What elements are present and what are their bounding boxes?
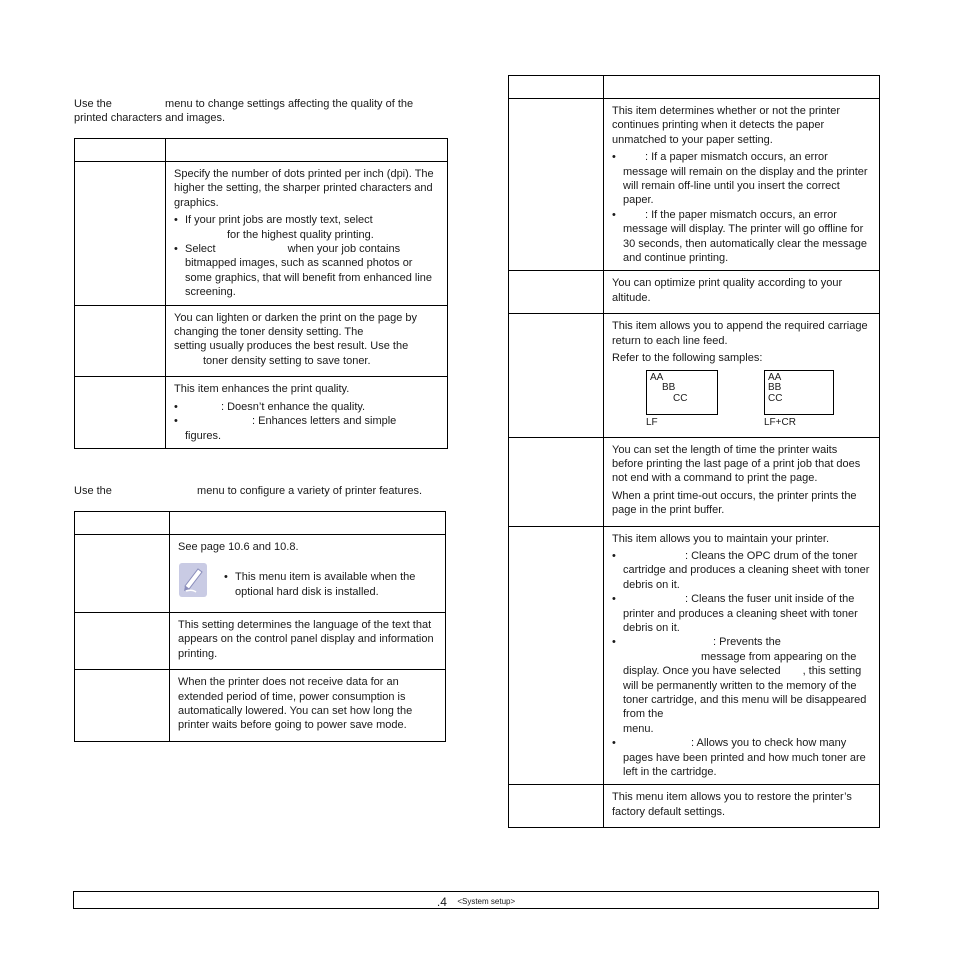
option-cell [75, 535, 170, 613]
header-description-cell [170, 512, 446, 535]
note-pencil-icon [178, 562, 210, 598]
list-item: • : Cleans the OPC drum of the toner cartridge and produces a cleaning sheet with toner debris on it. [612, 549, 871, 592]
option-cell [75, 670, 170, 742]
description-cell [166, 162, 448, 306]
list-item: • : If a paper mismatch occurs, an error message will remain on the display and the printer will remain off-line until you insert the correct paper. [612, 150, 871, 208]
option-cell [509, 271, 604, 314]
description-cell [166, 305, 448, 377]
auto-cr-text: This item allows you to append the required carriage return to each line feed. [612, 320, 868, 347]
option-cell [75, 377, 166, 449]
clear-setting-text: This menu item allows you to restore the printer’s factory default settings. [612, 791, 852, 818]
resolution-text: Specify the number of dots printed per inch (dpi). The higher the setting, the sharper printed characters and graphics. [174, 168, 434, 209]
table-row [509, 271, 880, 314]
table-row [509, 526, 880, 785]
option-cell [509, 437, 604, 526]
setup-menu-table [74, 511, 446, 742]
table-row [75, 305, 448, 377]
table-header-row [509, 76, 880, 99]
lf-sample-label: LF [646, 416, 658, 428]
option-cell [509, 99, 604, 271]
note-box [178, 562, 437, 599]
list-item: • : Allows you to check how many pages have been printed and how much toner are left in the cartridge. [612, 736, 871, 779]
setup-intro [74, 484, 446, 498]
description-cell [604, 99, 880, 271]
option-cell [75, 162, 166, 306]
quality-intro-suffix: menu to change settings affecting the quality of the [165, 98, 414, 110]
quality-menu-table [74, 138, 448, 449]
option-cell [75, 305, 166, 377]
header-option-cell [75, 512, 170, 535]
power-save-text: When the printer does not receive data for an extended period of time, power consumption is automatically lowered. You can set how long the printer waits before going to power save mode. [178, 676, 413, 732]
quality-intro-prefix: Use the [74, 98, 112, 110]
description-cell [604, 314, 880, 437]
density-text: You can lighten or darken the print on the page by changing the toner density setting. The setting usually produces the best result. Use the toner density setting to save toner. [174, 311, 417, 367]
language-text: This setting determines the language of the text that appears on the control panel display and information printing. [178, 619, 434, 660]
setup-intro-prefix: Use the [74, 485, 112, 497]
description-cell [166, 377, 448, 449]
header-option-cell [75, 139, 166, 162]
lfcr-sample-label: LF+CR [764, 416, 796, 428]
description-cell [604, 437, 880, 526]
description-cell [604, 526, 880, 785]
table-row [75, 162, 448, 306]
list-item: • : Enhances letters and simple figures. [174, 414, 439, 443]
table-header-row [75, 139, 448, 162]
list-item: • : Cleans the fuser unit inside of the printer and produces a cleaning sheet with toner debris on it. [612, 592, 871, 635]
header-option-cell [509, 76, 604, 99]
list-item: • If your print jobs are mostly text, select for the highest quality printing. [174, 213, 439, 242]
option-cell [509, 785, 604, 828]
table-row [509, 99, 880, 271]
lfcr-sample-box: AA BB CC [764, 370, 834, 415]
enhance-text: This item enhances the print quality. [174, 383, 350, 396]
maintenance-text: This item allows you to maintain your printer. [612, 532, 830, 545]
line-feed-samples [612, 370, 871, 432]
paper-mismatch-text: This item determines whether or not the printer continues printing when it detects the paper unmatched to your paper setting. [612, 105, 841, 146]
note-list-item: • This menu item is available when the optional hard disk is installed. [224, 570, 437, 599]
setup-intro-suffix: menu to configure a variety of printer features. [197, 485, 423, 497]
header-description-cell [166, 139, 448, 162]
table-row [75, 535, 446, 613]
header-description-cell [604, 76, 880, 99]
description-cell [170, 613, 446, 670]
description-cell [170, 670, 446, 742]
list-item: • : If the paper mismatch occurs, an error message will display. The printer will go offline for 30 seconds, then automatically clear the message and continue printing. [612, 208, 871, 266]
page-number: .4 [436, 895, 447, 909]
list-item: • Select when your job contains bitmapped images, such as scanned photos or some graphics, that will benefit from enhanced line screening. [174, 242, 439, 300]
table-row [509, 314, 880, 437]
description-cell [604, 271, 880, 314]
table-row [75, 670, 446, 742]
option-cell [509, 526, 604, 785]
table-header-row [75, 512, 446, 535]
page-footer [73, 891, 879, 909]
timeout-note-text: When a print time-out occurs, the printer prints the page in the print buffer. [612, 489, 857, 517]
table-row [75, 613, 446, 670]
lf-sample-box: AA BB CC [646, 370, 718, 415]
quality-intro-line2: printed characters and images. [74, 112, 226, 124]
samples-text: Refer to the following samples: [612, 352, 763, 365]
list-item: • : Prevents the message from appearing on the display. Once you have selected , this setting will be permanently written to the memory of the toner cartridge, and this menu will be disappeared from the menu. [612, 635, 871, 736]
section-name: <System setup> [457, 897, 516, 906]
table-row [75, 377, 448, 449]
table-row [509, 437, 880, 526]
see-page-text: See page 10.6 and 10.8. [178, 541, 299, 553]
table-row [509, 785, 880, 828]
description-cell [170, 535, 446, 613]
right-menu-table [508, 75, 880, 828]
list-item: • : Doesn’t enhance the quality. [174, 400, 439, 414]
quality-intro [74, 97, 446, 125]
option-cell [509, 314, 604, 437]
description-cell [604, 785, 880, 828]
job-timeout-text: You can set the length of time the printer waits before printing the last page of a print job that does not end with a command to print the page. [612, 443, 861, 485]
altitude-text: You can optimize print quality according to your altitude. [612, 277, 843, 304]
option-cell [75, 613, 170, 670]
